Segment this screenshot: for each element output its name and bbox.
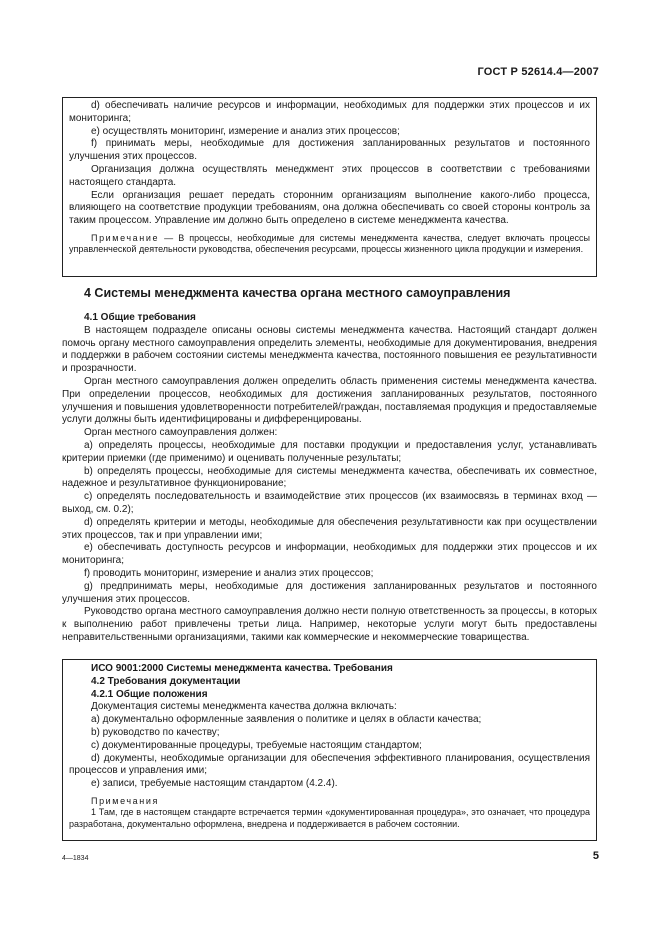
list-item: a) определять процессы, необходимые для поставки продукции и предоставления услуг, устанавливать критерии приемки (где применимо) и оценивать полученные результаты; — [62, 439, 597, 464]
iso-quote-box-top — [62, 97, 597, 277]
box-line: d) документы, необходимые организации для обеспечения эффективного планирования, осуществления процессов и управления ими; — [69, 752, 590, 777]
list-item: c) определять последовательность и взаимодействие этих процессов (их взаимосвязь в терминах вход — выход, см. 0.2); — [62, 491, 597, 515]
box-line: a) документально оформленные заявления о политике и целях в области качества; — [91, 714, 482, 726]
paragraph: В настоящем подразделе описаны основы системы менеджмента качества. Настоящий стандарт должен помочь органу местного самоуправления определить элементы, необходимые для документирования, внедрения и поддержки в рабочем состоянии системы менеджмента качества, постоянного повышения ее результативности и прозрачности. — [62, 324, 597, 375]
paragraph: Орган местного самоуправления должен определить область применения системы менеджмента качества. При определении процессов, необходимых для достижения запланированных результатов, постоянного улучшения и повышения удовлетворенности потребителей/граждан, поставляемая продукция и предоставляемые услуги должны быть идентифицированы и дифференцированы. — [62, 375, 597, 426]
notes-label: Примечания — [91, 795, 159, 806]
section-title: 4 Системы менеджмента качества органа местного самоуправления — [84, 286, 511, 300]
box-heading: 4.2.1 Общие положения — [91, 688, 208, 700]
note-label: Примечание — [91, 232, 160, 243]
box-note: 1 Там, где в настоящем стандарте встречается термин «документированная процедура», это означает, что процедура разработана, документально оформлена, внедрена и поддерживается в рабочем состоянии. — [69, 807, 590, 829]
box-heading: ИСО 9001:2000 Системы менеджмента качества. Требования — [91, 663, 393, 674]
list-item: d) определять критерии и методы, необходимые для обеспечения результативности как при осуществлении этих процессов, так и при управлении ими; — [62, 516, 597, 541]
box-note — [69, 233, 590, 256]
box-line: f) принимать меры, необходимые для достижения запланированных результатов и постоянного улучшения этих процессов. — [69, 138, 590, 163]
box-line: Документация системы менеджмента качества должна включать: — [91, 701, 397, 713]
note-text: — В процессы, необходимые для системы менеджмента качества, следует включать процессы управленческой деятельности руководства, обеспечения ресурсами, процессы жизненного цикла продукции и измерения. — [69, 232, 590, 255]
subsection-title: 4.1 Общие требования — [84, 312, 196, 323]
paragraph: Руководство органа местного самоуправления должно нести полную ответственность за процессы, в которых к выполнению работ привлечены третьи лица. Например, некоторые услуги могут быть предоставлены неправительственными организациями, такими как коммерческие и некоммерческие товарищества. — [62, 606, 597, 643]
paragraph: Орган местного самоуправления должен: — [84, 427, 278, 439]
box-line: c) документированные процедуры, требуемые настоящим стандартом; — [91, 739, 422, 751]
box-heading: 4.2 Требования документации — [91, 675, 241, 687]
box-line: e) осуществлять мониторинг, измерение и анализ этих процессов; — [91, 125, 400, 137]
box-line: Если организация решает передать сторонним организациям выполнение какого-либо процесса, влияющего на соответствие продукции требованиям, она должна обеспечивать со своей стороны контроль за таким процессом. Управление им должно быть определено в системе менеджмента качества. — [69, 189, 590, 227]
list-item: e) обеспечивать доступность ресурсов и информации, необходимых для поддержки этих процессов и их мониторинга; — [62, 542, 597, 567]
box-line: e) записи, требуемые настоящим стандартом (4.2.4). — [91, 778, 338, 790]
print-code: 4—1834 — [62, 855, 89, 862]
page-number: 5 — [592, 850, 599, 862]
box-line: d) обеспечивать наличие ресурсов и информации, необходимых для поддержки этих процессов и их мониторинга; — [69, 100, 590, 124]
section-body — [62, 312, 597, 645]
box-line: b) руководство по качеству; — [91, 726, 220, 738]
iso-quote-box-bottom — [62, 659, 597, 841]
document-code: ГОСТ Р 52614.4—2007 — [477, 66, 599, 78]
list-item: g) предпринимать меры, необходимые для достижения запланированных результатов и постоянного улучшения этих процессов. — [62, 580, 597, 605]
box-line: Организация должна осуществлять менеджмент этих процессов в соответствии с требованиями настоящего стандарта. — [69, 163, 590, 188]
list-item: f) проводить мониторинг, измерение и анализ этих процессов; — [84, 567, 374, 579]
list-item: b) определять процессы, необходимые для системы менеджмента качества, обеспечивать их совместное, надежное и результативное функционирование; — [62, 465, 597, 490]
